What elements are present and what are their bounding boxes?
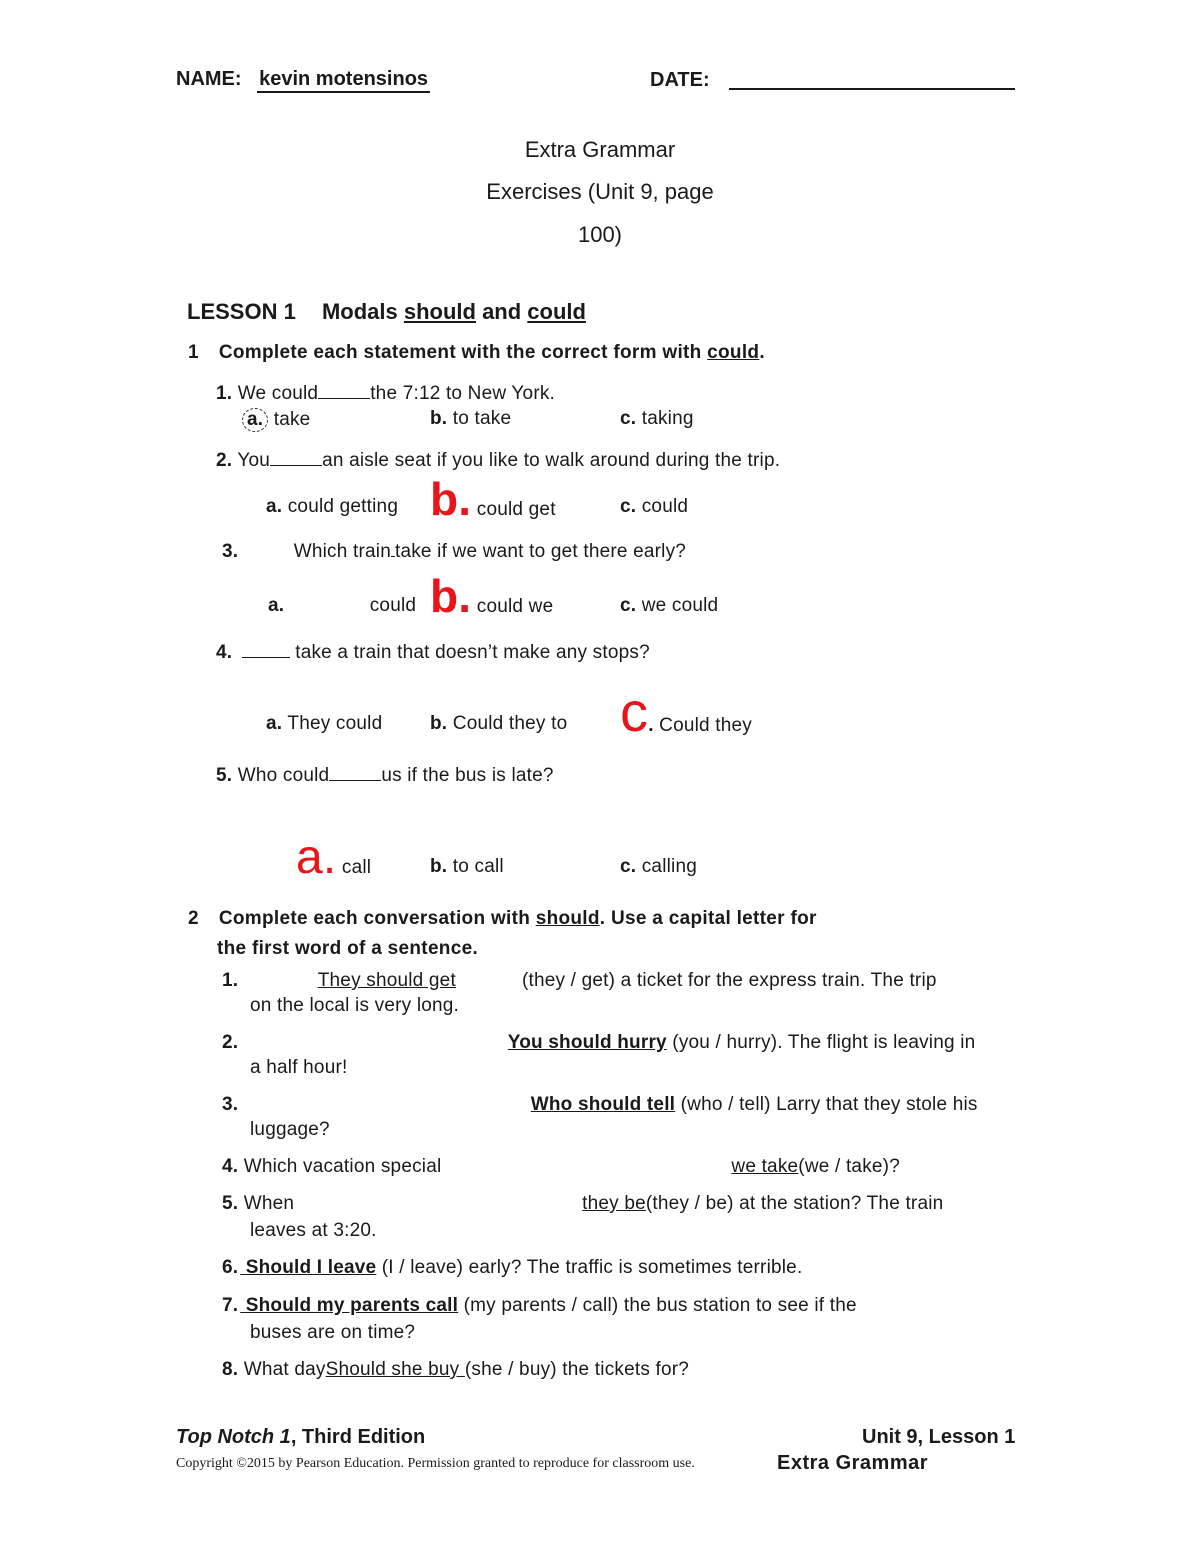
lesson-prefix: LESSON 1 xyxy=(187,299,296,324)
ex2-item-3: 3. Who should tell (who / tell) Larry that they stole his xyxy=(222,1094,978,1115)
name-field xyxy=(176,68,430,93)
ex1-q2-option-a[interactable]: a. could getting xyxy=(266,496,399,517)
name-label: NAME: xyxy=(176,68,242,90)
ex2-item-5: 5. When they be(they / be) at the station? The train xyxy=(222,1193,944,1214)
ex1-q1-option-b[interactable]: b. to take xyxy=(430,408,512,429)
ex1-q4-option-c[interactable]: c. Could they xyxy=(620,680,753,743)
date-label: DATE: xyxy=(650,69,710,91)
ex1-q3-option-c[interactable]: c. we could xyxy=(620,595,719,616)
ex1-question-4: 4. take a train that doesn’t make any stops? xyxy=(216,639,650,664)
exercise-2-instruction: 2 Complete each conversation with should. Use a capital letter for xyxy=(188,908,817,929)
answer-blank[interactable] xyxy=(329,762,381,781)
ex1-q4-option-a[interactable]: a. They could xyxy=(266,713,383,734)
selected-answer-mark: c xyxy=(620,680,649,743)
ex1-q2-option-c[interactable]: c. could xyxy=(620,496,689,517)
date-field xyxy=(650,68,1015,92)
footer-copyright: Copyright ©2015 by Pearson Education. Permission granted to reproduce for classroom use. xyxy=(176,1456,695,1471)
exercise-1-instruction: 1 Complete each statement with the correct form with could. xyxy=(188,342,765,363)
answer-field[interactable]: Should she buy xyxy=(325,1359,465,1380)
ex1-question-1: 1. We could the 7:12 to New York. xyxy=(216,380,555,405)
selected-answer-mark: a. xyxy=(296,831,337,884)
answer-field[interactable]: Who should tell xyxy=(530,1094,676,1115)
ex1-q5-option-c[interactable]: c. calling xyxy=(620,856,697,877)
footer-book-title: Top Notch 1, Third Edition xyxy=(176,1426,426,1448)
ex1-question-3: 3. Which train take if we want to get there early? xyxy=(222,538,686,563)
title-line-3: 100) xyxy=(577,222,623,247)
ex2-item-1: 1. They should get (they / get) a ticket for the express train. The trip xyxy=(222,970,937,991)
ex1-question-5: 5. Who could us if the bus is late? xyxy=(216,762,554,787)
ex2-item-6: 6. Should I leave (I / leave) early? The traffic is sometimes terrible. xyxy=(222,1257,803,1278)
ex2-item-4: 4. Which vacation special we take(we / take)? xyxy=(222,1156,900,1177)
answer-blank[interactable] xyxy=(242,639,290,658)
ex2-item-2-line-2: a half hour! xyxy=(250,1057,348,1078)
ex2-item-3-line-2: luggage? xyxy=(250,1119,330,1140)
footer-extra-grammar: Extra Grammar xyxy=(777,1452,929,1474)
title-line-2: Exercises (Unit 9, page xyxy=(486,179,714,204)
answer-blank[interactable] xyxy=(318,380,370,399)
ex1-q4-option-b[interactable]: b. Could they to xyxy=(430,713,568,734)
answer-field[interactable]: They should get xyxy=(317,970,456,991)
ex1-q1-option-c[interactable]: c. taking xyxy=(620,408,694,429)
answer-blank[interactable] xyxy=(270,447,322,466)
selected-answer-mark: b. xyxy=(430,473,472,525)
exercise-2-instruction-line-2: the first word of a sentence. xyxy=(217,938,479,959)
footer-unit: Unit 9, Lesson 1 xyxy=(862,1426,1016,1448)
title-line-1: Extra Grammar xyxy=(524,137,676,162)
ex1-q3-option-b[interactable]: b. could we xyxy=(430,570,554,622)
selected-answer-mark: b. xyxy=(430,570,472,622)
ex1-q2-option-b[interactable]: b. could get xyxy=(430,473,556,525)
answer-field[interactable]: we take xyxy=(731,1156,799,1177)
ex1-q5-option-b[interactable]: b. to call xyxy=(430,856,504,877)
ex2-item-2: 2. You should hurry (you / hurry). The flight is leaving in xyxy=(222,1032,976,1053)
answer-field[interactable]: Should my parents call xyxy=(240,1295,459,1316)
answer-field[interactable]: You should hurry xyxy=(507,1032,667,1053)
name-value: kevin motensinos xyxy=(257,68,430,93)
ex2-item-8: 8. What dayShould she buy (she / buy) the tickets for? xyxy=(222,1359,690,1380)
ex1-question-2: 2. You an aisle seat if you like to walk around during the trip. xyxy=(216,447,780,472)
answer-field[interactable]: Should I leave xyxy=(240,1257,377,1278)
ex1-q5-option-a[interactable]: a. call xyxy=(296,831,372,884)
ex2-item-1-line-2: on the local is very long. xyxy=(250,995,460,1016)
ex1-q3-option-a[interactable]: a. could xyxy=(268,595,417,616)
circled-answer: a. xyxy=(242,408,268,432)
ex2-item-7: 7. Should my parents call (my parents / call) the bus station to see if the xyxy=(222,1295,857,1316)
date-blank xyxy=(729,68,1015,90)
lesson-heading: LESSON 1 Modals should and could xyxy=(187,299,586,324)
ex2-item-7-line-2: buses are on time? xyxy=(250,1322,416,1343)
ex1-q1-option-a[interactable]: a. take xyxy=(246,408,310,432)
ex2-item-5-line-2: leaves at 3:20. xyxy=(250,1220,377,1241)
answer-field[interactable]: they be xyxy=(582,1193,646,1214)
